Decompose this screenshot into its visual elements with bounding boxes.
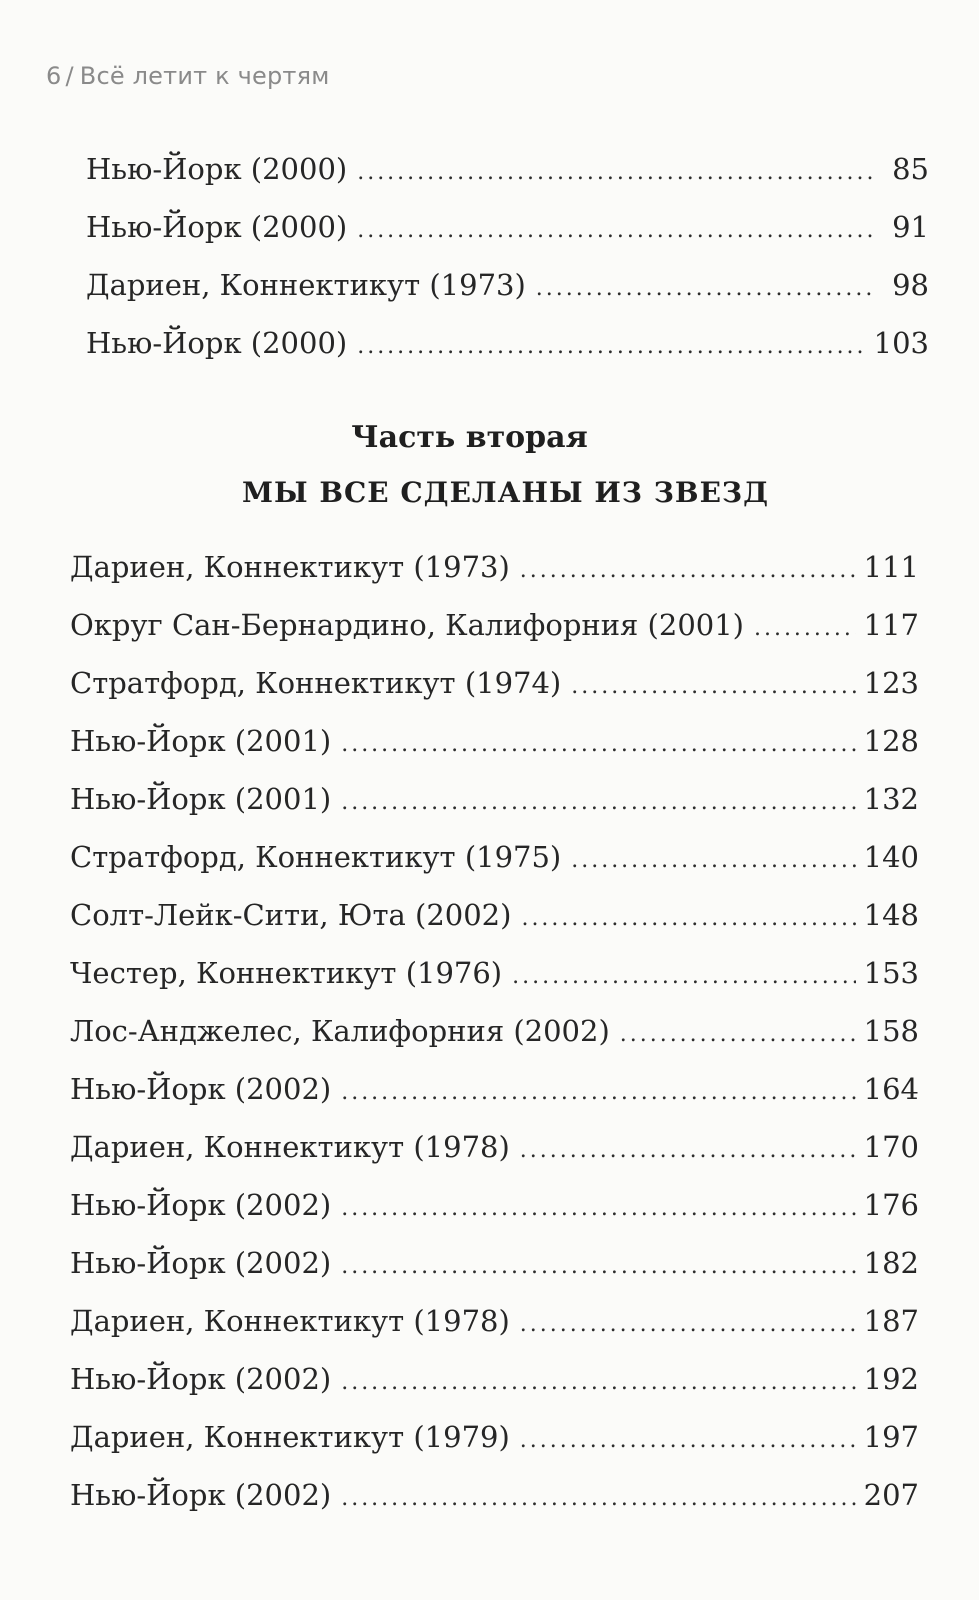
toc-entry-page: 207 bbox=[863, 1478, 919, 1512]
running-head bbox=[46, 62, 330, 90]
toc-entry-page: 123 bbox=[863, 666, 919, 700]
toc-entry-page: 164 bbox=[863, 1072, 919, 1106]
toc-entry-leader bbox=[754, 600, 856, 654]
toc-entry-title: Нью-Йорк (2001) bbox=[70, 724, 332, 758]
toc-entry-page: 111 bbox=[863, 550, 919, 584]
toc-entry-title: Нью-Йорк (2002) bbox=[70, 1072, 332, 1106]
toc-entry-title: Нью-Йорк (2000) bbox=[86, 326, 348, 360]
toc-entry[interactable] bbox=[70, 1002, 919, 1060]
toc-entry-leader bbox=[520, 1122, 856, 1176]
toc-entry-title: Нью-Йорк (2002) bbox=[70, 1246, 332, 1280]
toc-entry[interactable] bbox=[70, 1466, 919, 1524]
toc-entry-leader bbox=[520, 542, 856, 596]
toc-entry-page: 91 bbox=[892, 210, 929, 244]
toc-entry-title: Дариен, Коннектикут (1973) bbox=[70, 550, 510, 584]
toc-entry-leader bbox=[341, 1354, 855, 1408]
toc-entry-leader bbox=[341, 1180, 855, 1234]
toc-entry[interactable] bbox=[86, 256, 929, 314]
part-title: МЫ ВСЕ СДЕЛАНЫ ИЗ ЗВЕЗД bbox=[241, 476, 770, 509]
toc-entry[interactable] bbox=[70, 712, 919, 770]
toc-entry-page: 117 bbox=[863, 608, 919, 642]
toc-entry-leader bbox=[536, 260, 875, 314]
toc-entry-title: Нью-Йорк (2000) bbox=[86, 210, 348, 244]
toc-entry[interactable] bbox=[70, 886, 919, 944]
toc-entry-page: 197 bbox=[863, 1420, 919, 1454]
toc-entry-title: Нью-Йорк (2002) bbox=[70, 1478, 332, 1512]
toc-entry-leader bbox=[571, 832, 855, 886]
toc-part-one-list bbox=[86, 140, 929, 372]
toc-entry-page: 170 bbox=[863, 1130, 919, 1164]
toc-entry-page: 153 bbox=[863, 956, 919, 990]
toc-entry-title: Лос-Анджелес, Калифорния (2002) bbox=[70, 1014, 610, 1048]
toc-entry-leader bbox=[512, 948, 856, 1002]
toc-entry-title: Нью-Йорк (2002) bbox=[70, 1362, 332, 1396]
toc-entry[interactable] bbox=[70, 770, 919, 828]
toc-entry-leader bbox=[341, 1064, 855, 1118]
toc-entry-leader bbox=[520, 1412, 856, 1466]
part-label: Часть вторая bbox=[351, 420, 588, 455]
toc-entry-leader bbox=[341, 716, 855, 770]
running-head-separator: / bbox=[65, 62, 74, 90]
toc-entry-page: 158 bbox=[863, 1014, 919, 1048]
toc-entry-page: 176 bbox=[863, 1188, 919, 1222]
toc-entry-leader bbox=[357, 202, 875, 256]
toc-entry-title: Солт-Лейк-Сити, Юта (2002) bbox=[70, 898, 512, 932]
toc-entry-leader bbox=[520, 1296, 856, 1350]
toc-entry-page: 132 bbox=[863, 782, 919, 816]
toc-entry-leader bbox=[521, 890, 855, 944]
toc-entry-page: 148 bbox=[863, 898, 919, 932]
toc-entry-title: Стратфорд, Коннектикут (1974) bbox=[70, 666, 562, 700]
toc-entry-page: 128 bbox=[863, 724, 919, 758]
toc-entry-title: Честер, Коннектикут (1976) bbox=[70, 956, 503, 990]
toc-entry-page: 187 bbox=[863, 1304, 919, 1338]
toc-entry[interactable] bbox=[70, 1234, 919, 1292]
toc-entry-title: Нью-Йорк (2000) bbox=[86, 152, 348, 186]
toc-entry-title: Дариен, Коннектикут (1973) bbox=[86, 268, 526, 302]
toc-entry-title: Округ Сан-Бернардино, Калифорния (2001) bbox=[70, 608, 744, 642]
toc-entry-leader bbox=[341, 774, 855, 828]
toc-entry[interactable] bbox=[70, 1408, 919, 1466]
toc-entry-leader bbox=[341, 1470, 855, 1524]
toc-entry[interactable] bbox=[86, 198, 929, 256]
toc-entry[interactable] bbox=[70, 654, 919, 712]
toc-entry-page: 85 bbox=[892, 152, 929, 186]
toc-entry[interactable] bbox=[86, 140, 929, 198]
toc-entry[interactable] bbox=[70, 944, 919, 1002]
toc-entry-page: 103 bbox=[873, 326, 929, 360]
toc-entry-leader bbox=[357, 318, 865, 372]
toc-entry[interactable] bbox=[70, 1176, 919, 1234]
toc-entry-page: 192 bbox=[863, 1362, 919, 1396]
toc-entry[interactable] bbox=[70, 596, 919, 654]
toc-entry[interactable] bbox=[70, 1350, 919, 1408]
toc-entry[interactable] bbox=[70, 828, 919, 886]
toc-entry[interactable] bbox=[70, 538, 919, 596]
toc-part-two-list bbox=[70, 538, 919, 1524]
page-number: 6 bbox=[46, 62, 62, 90]
toc-entry-title: Нью-Йорк (2002) bbox=[70, 1188, 332, 1222]
toc-entry-title: Дариен, Коннектикут (1979) bbox=[70, 1420, 510, 1454]
toc-entry-page: 98 bbox=[892, 268, 929, 302]
toc-entry[interactable] bbox=[70, 1060, 919, 1118]
toc-entry-title: Дариен, Коннектикут (1978) bbox=[70, 1130, 510, 1164]
toc-entry[interactable] bbox=[86, 314, 929, 372]
toc-entry[interactable] bbox=[70, 1292, 919, 1350]
toc-entry-page: 140 bbox=[863, 840, 919, 874]
toc-entry-page: 182 bbox=[863, 1246, 919, 1280]
toc-entry-leader bbox=[620, 1006, 856, 1060]
toc-entry-title: Дариен, Коннектикут (1978) bbox=[70, 1304, 510, 1338]
toc-entry-leader bbox=[571, 658, 855, 712]
toc-entry-leader bbox=[357, 144, 875, 198]
toc-entry[interactable] bbox=[70, 1118, 919, 1176]
toc-entry-title: Стратфорд, Коннектикут (1975) bbox=[70, 840, 562, 874]
toc-entry-leader bbox=[341, 1238, 855, 1292]
toc-entry-title: Нью-Йорк (2001) bbox=[70, 782, 332, 816]
book-title: Всё летит к чертям bbox=[79, 62, 330, 90]
